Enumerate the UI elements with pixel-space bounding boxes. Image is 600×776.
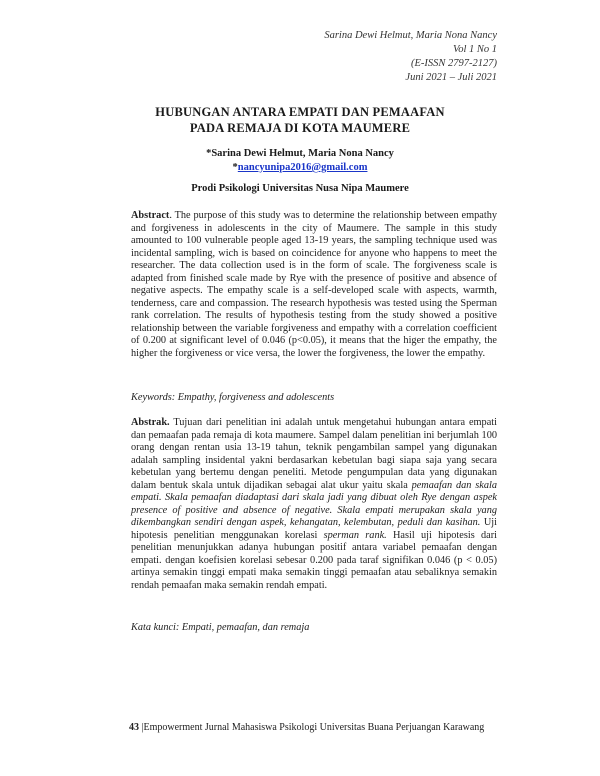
header-authors: Sarina Dewi Helmut, Maria Nona Nancy bbox=[324, 30, 497, 41]
email-prefix: * bbox=[232, 162, 238, 173]
abstract-english bbox=[131, 210, 497, 360]
title-line-2: PADA REMAJA DI KOTA MAUMERE bbox=[189, 121, 411, 135]
author-block bbox=[0, 147, 600, 175]
author-names: *Sarina Dewi Helmut, Maria Nona Nancy bbox=[206, 148, 394, 159]
footer-journal: |Empowerment Jurnal Mahasiswa Psikologi Universitas Buana Perjuangan Karawang bbox=[139, 722, 485, 733]
abstrak-text-1: Tujuan dari penelitian ini adalah untuk mengetahui hubungan antara empati dan pemaafan pada remaja di kota maumere. Sampel dalam penelitian ini berjumlah 100 orang dengan rentan usia 13-19 tahun, teknik pengambilan sampel yang digunakan adalah sampling insidental yakni berdasarkan kebetulan bagi siapa saja yang secara kebetulan yang bertemu dengan peneliti. Metode pengumpulan data yang digunakan dalam bentuk skala untuk dijadikan sebagai alat ukur yaitu skala bbox=[131, 417, 497, 491]
abstrak-label: Abstrak. bbox=[131, 417, 170, 428]
abstrak-italic-1: pemaafan dan skala empati. Skala pemaafan diadaptasi dari skala jadi yang dibuat oleh Rye dengan aspek presence of positive and absence of negative. Skala empati merupakan skala yang dikembangkan sendiri dengan aspek, kehangatan, kelembutan, peduli dan kasihan. bbox=[131, 479, 497, 528]
abstract-text: . The purpose of this study was to determine the relationship between empathy and forgiveness in adolescents in the city of Maumere. The sample in this study amounted to 100 vulnerable people aged 13-19 years, the sampling technique used was incidental sampling, wich is based on coincidence for anyone who happens to meet the researcher. The data collection used is in the form of scale. The forgiveness scale is adapted from finished scale made by Rye with the presence of positive and absence of negative aspects. The empathy scale is a self-developed scale with aspects, warmth, tenderness, care and compassion. The research hypothesis was tested using the Sperman rank correlation. The results of hypothesis testing from the study showed a positive relationship between the variable forgiveness and empathy with a correlation coefficient of 0.200 at significant level of 0.046 (p<0.05), it means that the higer the empathy, the higher the forgiveness or vice versa, the lower the forgiveness, the lower the empathy. bbox=[131, 210, 497, 359]
author-email-line bbox=[0, 161, 600, 175]
running-header bbox=[324, 29, 497, 85]
abstract-indonesian bbox=[131, 417, 497, 592]
abstrak-italic-2: sperman rank. bbox=[323, 529, 387, 541]
abstrak-text-2: Uji hipotesis penelitian menggunakan korelasi bbox=[131, 517, 498, 541]
header-volume: Vol 1 No 1 bbox=[452, 44, 497, 55]
title-line-1: HUBUNGAN ANTARA EMPATI DAN PEMAAFAN bbox=[155, 105, 445, 119]
header-period: Juni 2021 – Juli 2021 bbox=[405, 72, 497, 83]
keywords-indonesian: Kata kunci: Empati, pemaafan, dan remaja bbox=[131, 622, 310, 633]
page-number: 43 bbox=[129, 722, 139, 733]
header-issn: (E-ISSN 2797-2127) bbox=[410, 58, 497, 69]
paper-title bbox=[0, 104, 600, 136]
affiliation: Prodi Psikologi Universitas Nusa Nipa Maumere bbox=[191, 183, 409, 194]
keywords-english: Keywords: Empathy, forgiveness and adolescents bbox=[131, 392, 335, 403]
author-email-link[interactable]: nancyunipa2016@gmail.com bbox=[237, 162, 368, 173]
page-footer bbox=[129, 722, 509, 734]
abstract-label: Abstract bbox=[131, 210, 170, 221]
abstrak-text-3: Hasil uji hipotesis dari penelitian menunjukkan adanya hubungan positif antara variabel pemaafan dengan empati. dengan koefisien korelasi sebesar 0.200 pada taraf signifikan 0.046 (p < 0.05) artinya semakin tinggi empati maka semakin tinggi pemaafan atau sebaliknya semakin rendah pemaafan maka semakin rendah empati. bbox=[131, 529, 497, 591]
